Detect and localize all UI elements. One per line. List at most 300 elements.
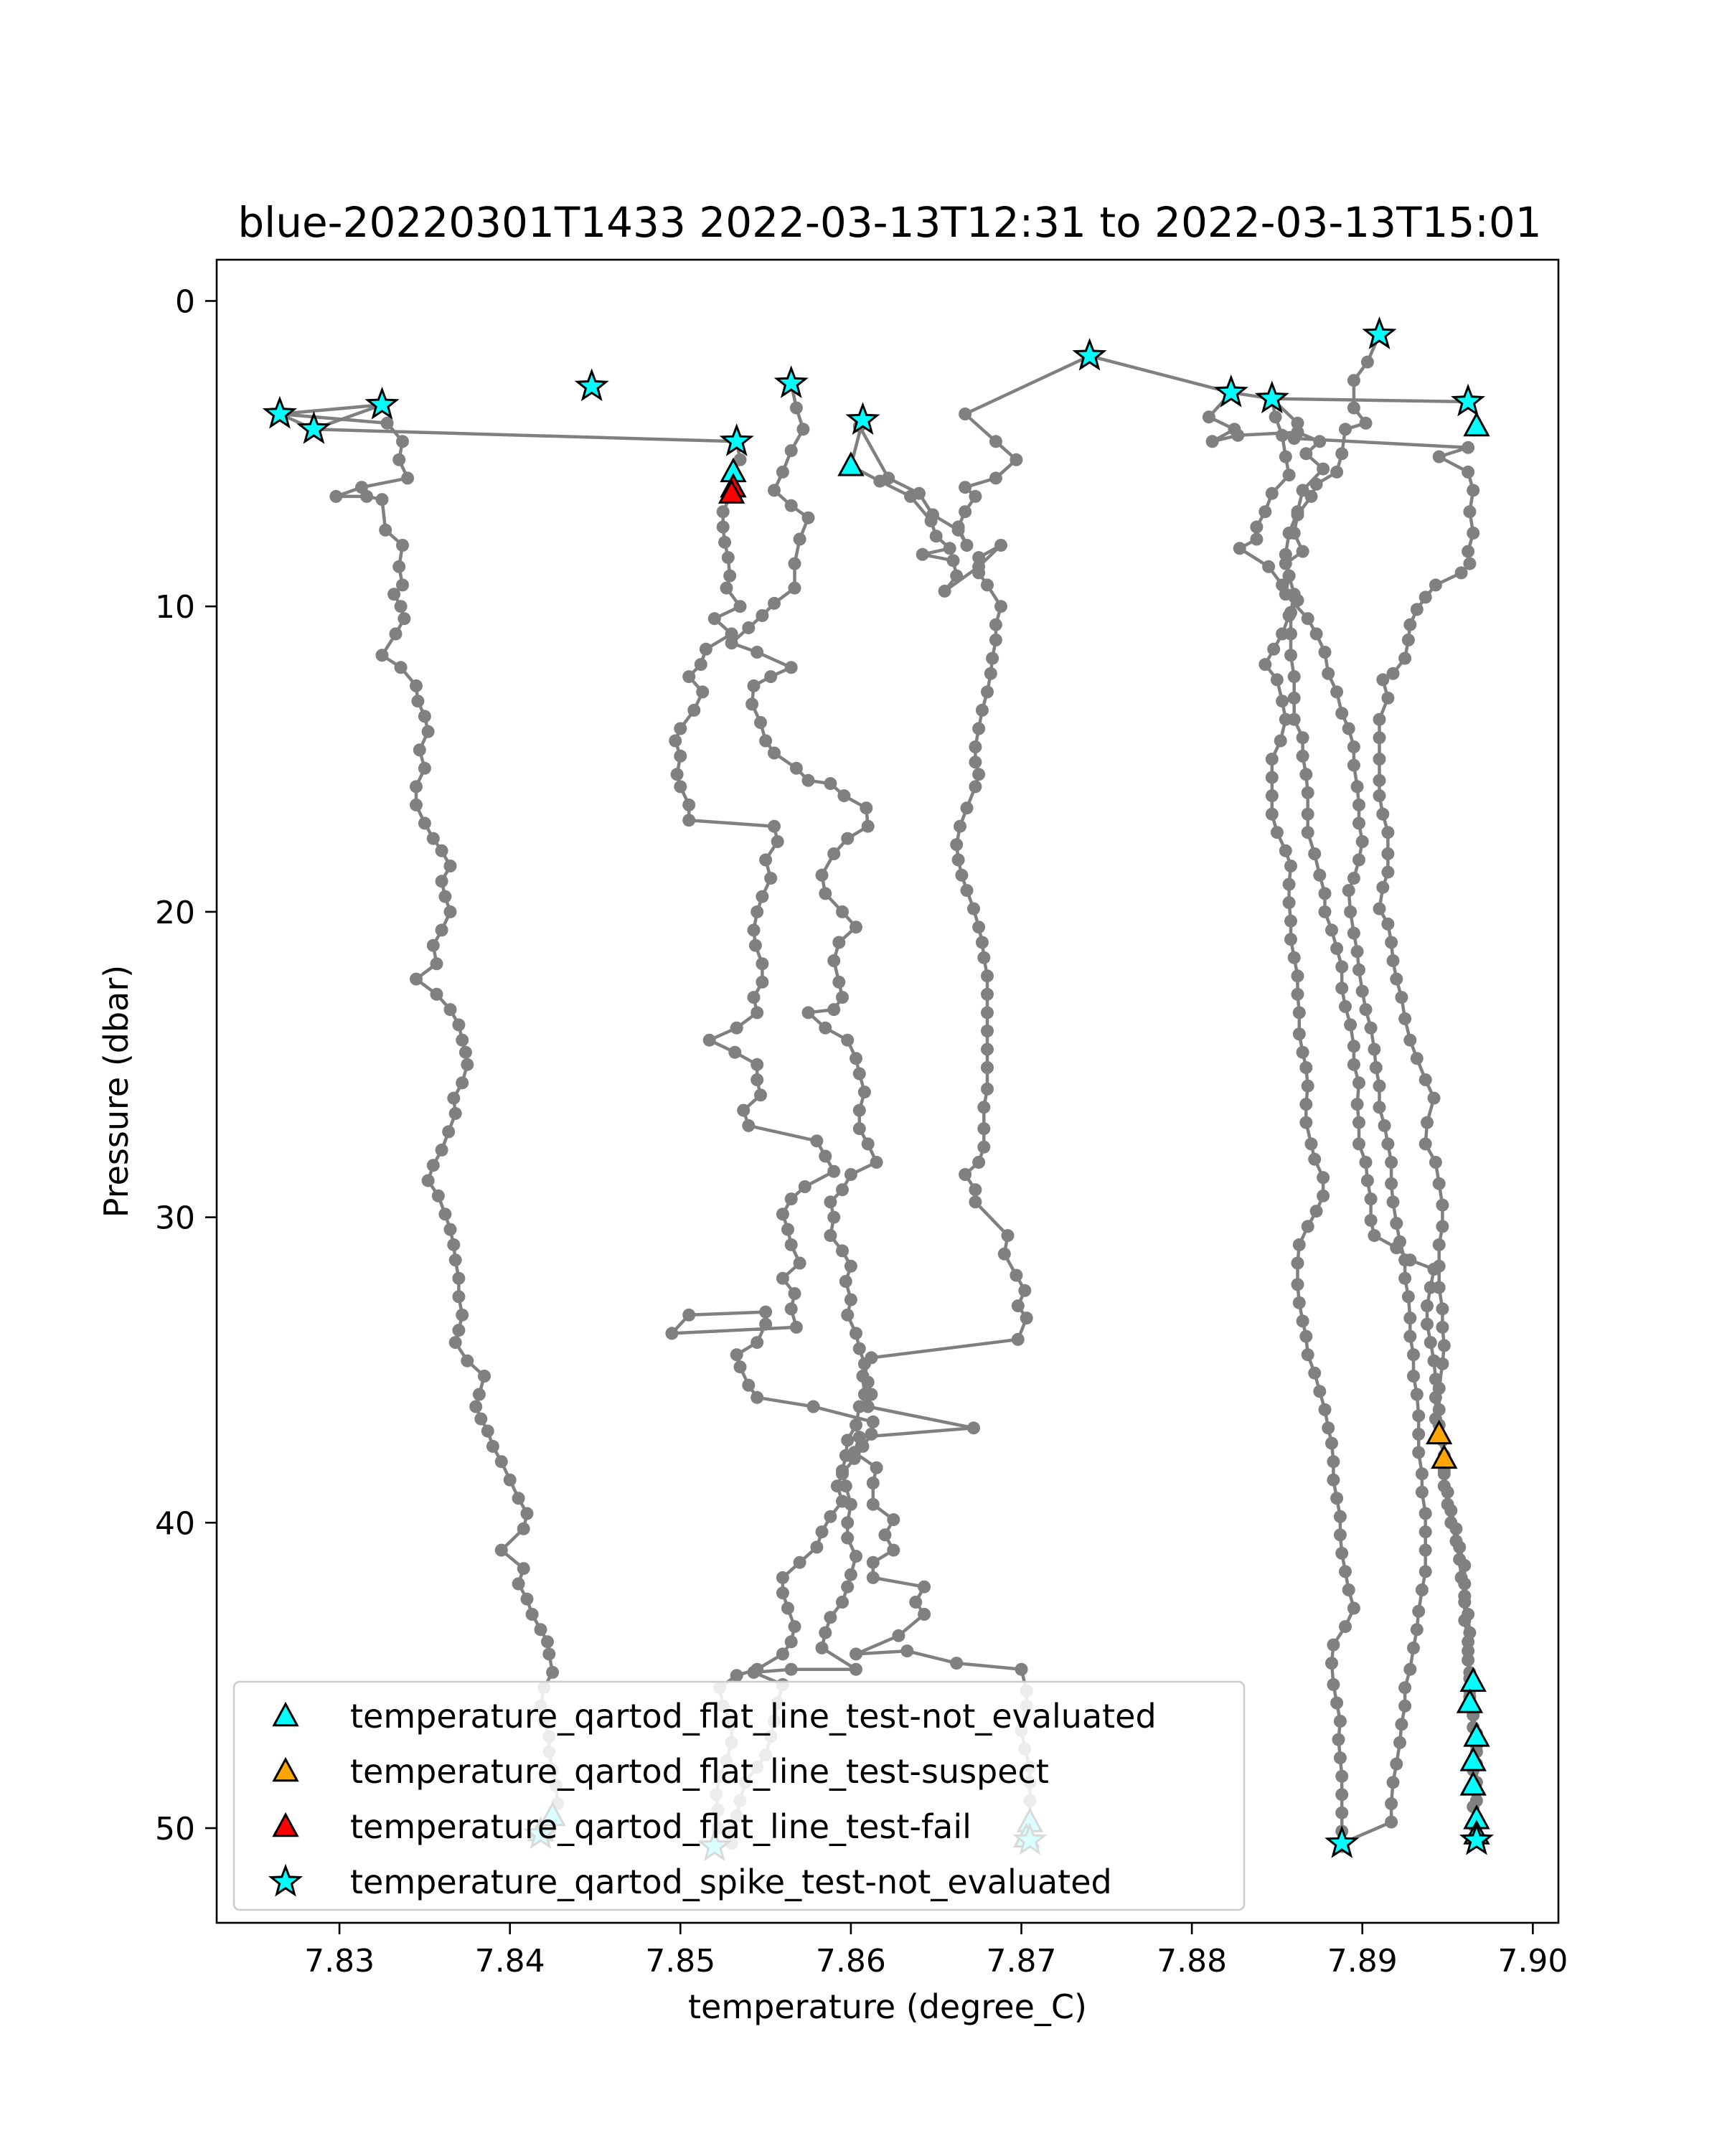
profile-point [430,957,443,970]
profile-point [1012,1299,1025,1312]
profile-point [1433,1177,1446,1190]
profile-point [1365,1214,1378,1227]
chart-title: blue-20220301T1433 2022-03-13T12:31 to 2022-03-13T15:01 [237,198,1542,247]
profile-point [1403,1663,1416,1676]
profile-point [1271,673,1284,686]
profile-point [427,832,440,845]
profile-point [1284,606,1297,619]
profile-point [776,1571,789,1584]
profile-point [844,1168,857,1181]
profile-point [961,539,974,552]
profile-point [1284,860,1297,872]
profile-point [517,1562,530,1575]
y-tick-label: 50 [155,1811,195,1848]
profile-point [862,820,875,833]
profile-point [1297,545,1309,558]
spike-marker [368,390,397,417]
profile-point [449,1336,462,1349]
profile-point [1339,1000,1352,1013]
profile-point [442,1125,455,1138]
profile-point [862,1401,875,1413]
profile-point [1283,878,1296,891]
profile-point [413,743,426,756]
profile-point [756,609,768,622]
profile-point [725,636,738,649]
profile-point [1352,816,1365,829]
profile-point [827,1211,840,1224]
profile-point [1429,1156,1442,1169]
profile-point [1339,423,1352,436]
profile-point [785,1635,798,1648]
profile-point [1407,1642,1420,1654]
profile-point [819,1627,832,1639]
profile-point [737,1104,750,1117]
profile-point [1344,1018,1357,1031]
profile-point [1416,1583,1429,1596]
spike-marker [777,368,806,395]
profile-point [1325,1437,1338,1450]
profile-point [1317,463,1330,476]
profile-point [1317,1190,1330,1202]
profile-point [1360,1003,1373,1016]
profile-point [1365,1192,1378,1205]
profile-point [1302,786,1314,799]
profile-point [456,1076,469,1089]
profile-point [853,1431,866,1444]
profile-point [708,612,721,625]
profile-point [789,557,801,570]
spike-marker [1365,319,1394,347]
y-tick-label: 20 [155,894,195,931]
profile-point [1293,1006,1306,1019]
profile-point [998,1248,1011,1261]
profile-point [882,471,895,484]
profile-point [1319,887,1332,900]
profile-point [1436,1220,1449,1233]
profile-point [1416,1467,1429,1480]
profile-point [401,471,414,484]
profile-point [1438,1339,1451,1352]
profile-point [700,643,712,656]
profile-point [730,1022,743,1035]
profile-point [878,1528,891,1541]
profile-point [816,1525,829,1538]
profile-point [427,939,440,952]
x-tick-label: 7.83 [304,1943,375,1980]
profile-point [436,875,448,888]
profile-point [432,1190,445,1202]
profile-point [824,1611,837,1624]
profile-point [1416,1486,1429,1499]
profile-point [764,670,777,683]
profile-point [824,1195,837,1208]
profile-point [844,1568,857,1581]
profile-point [1299,768,1312,781]
profile-point [1276,429,1289,442]
profile-point [1334,1715,1347,1728]
profile-point [1403,1034,1416,1047]
profile-point [1327,1474,1340,1487]
profile-point [892,1629,905,1642]
profile-point [1012,1333,1025,1346]
flat-line-marker [1465,414,1488,436]
profile-point [841,832,854,845]
profile-point [756,976,768,989]
profile-point [748,679,761,692]
profile-point [751,1073,763,1086]
profile-point [1412,1409,1425,1422]
profile-point [444,1223,457,1236]
profile-point [827,1165,840,1178]
profile-point [950,570,963,583]
spike-marker [578,372,606,399]
profile-point [776,1208,789,1220]
profile-point [954,820,966,833]
profile-point [1299,1330,1312,1343]
profile-point [1453,1553,1466,1566]
profile-point [785,444,798,457]
profile-point [832,976,845,989]
profile-point [745,697,758,710]
profile-point [841,1034,854,1047]
profile-point [1403,618,1416,631]
profile-point [671,768,684,781]
y-axis-ticks [155,283,217,1847]
profile-point [819,1150,832,1163]
profile-point [452,1018,465,1031]
profile-point [1203,410,1215,423]
profile-point [865,1351,878,1364]
profile-point [1010,453,1022,466]
profile-point [844,1294,857,1307]
profile-point [1288,432,1301,445]
profile-point [1269,410,1282,423]
profile-point [1351,1098,1364,1111]
legend-item [274,1697,1157,1736]
profile-point [827,1003,840,1016]
x-tick-label: 7.87 [986,1943,1057,1980]
profile-point [1393,1235,1406,1248]
profile-point [1319,905,1332,918]
profile-point [959,408,971,420]
profile-point [665,1327,678,1340]
profile-point [452,1272,465,1285]
profile-point [742,1119,755,1132]
profile-point [469,1401,482,1413]
profile-point [456,1034,469,1047]
profile-point [1283,896,1296,909]
profile-point [1419,1073,1432,1086]
profile-point [1313,869,1326,882]
profile-point [785,1663,798,1676]
profile-point [526,1608,539,1621]
profile-line [280,414,873,1847]
profile-point [969,1195,982,1208]
profile-point [696,685,709,698]
profile-point [1206,435,1219,448]
profile-point [1347,1602,1360,1615]
profile-point [1373,774,1386,787]
profile-point [1313,1385,1326,1398]
profile-point [1335,707,1348,720]
profile-point [867,1571,880,1584]
profile-point [751,646,763,659]
profile-point [867,1477,880,1489]
profile-point [781,1602,794,1615]
profile-point [728,1046,741,1059]
profile-point [438,890,451,903]
profile-point [981,1006,994,1019]
profile-point [541,1635,554,1648]
profile-point [1361,356,1374,369]
profile-point [844,1498,857,1511]
profile-point [1335,1788,1348,1801]
profile-point [844,1260,857,1273]
profile-point [1370,1061,1383,1074]
profile-point [1419,1544,1432,1557]
profile-point [853,1342,866,1355]
profile-point [977,951,990,964]
profile-point [410,780,423,793]
profile-point [392,560,405,573]
profile-point [1332,1733,1345,1746]
profile-point [819,887,832,900]
profile-point [976,704,989,717]
profile-point [867,1556,880,1569]
profile-point [444,1003,457,1016]
profile-point [1258,505,1271,518]
profile-point [1436,1321,1449,1334]
profile-point [1412,1428,1425,1441]
x-tick-label: 7.84 [474,1943,545,1980]
profile-point [1403,1312,1416,1324]
profile-point [827,847,840,860]
profile-point [1421,1116,1434,1129]
profile-point [972,1156,985,1169]
legend-label: temperature_qartod_flat_line_test-not_evaluated [350,1697,1157,1736]
profile-point [961,884,974,897]
profile-point [682,1309,695,1322]
profile-point [867,1498,880,1511]
profile-point [461,1058,474,1071]
profile-point [976,936,989,949]
profile-point [1376,673,1389,686]
profile-point [989,618,1002,631]
profile-point [1266,789,1279,802]
profile-point [972,722,985,735]
x-tick-label: 7.88 [1157,1943,1228,1980]
profile-point [411,695,424,707]
profile-point [1433,1281,1446,1294]
profile-point [1433,1403,1446,1416]
profile-point [887,1513,900,1526]
profile-point [789,582,801,595]
profile-point [759,735,772,748]
profile-point [776,1647,789,1660]
profile-point [816,1642,829,1654]
profile-point [1327,1678,1340,1691]
profile-point [981,685,994,698]
x-tick-label: 7.86 [815,1943,886,1980]
profile-point [486,1440,499,1453]
profile-point [1266,487,1279,500]
profile-point [1407,1348,1420,1361]
profile-point [1322,667,1335,680]
profile-point [748,923,761,936]
legend [234,1682,1244,1910]
profile-point [1299,1116,1312,1129]
profile-point [1319,1403,1332,1416]
profile-point [776,1586,789,1599]
profile-point [751,1391,763,1404]
profile-point [751,1336,763,1349]
profile-point [1419,1525,1432,1538]
x-tick-label: 7.85 [645,1943,716,1980]
profile-point [1395,991,1408,1004]
profile-point [748,1666,761,1679]
profile-point [397,612,410,625]
profile-point [1297,731,1309,744]
profile-point [860,801,872,814]
profile-point [1342,722,1355,735]
profile-point [521,1593,534,1606]
profile-point [981,1043,994,1056]
profile-point [1279,588,1292,601]
profile-point [512,1578,525,1591]
profile-point [1356,835,1369,848]
profile-point [376,493,389,506]
profile-point [887,1544,900,1557]
x-axis-ticks [304,1923,1568,1980]
profile-point [756,890,768,903]
profile-point [674,722,687,735]
profile-point [1308,1153,1321,1166]
profile-point [913,487,926,500]
profile-point [969,755,982,768]
profile-point [944,542,956,555]
profile-point [517,1522,530,1535]
profile-line [280,405,557,1834]
profile-point [1347,759,1360,772]
profile-point [1365,1022,1378,1035]
profile-point [1335,1770,1348,1783]
profile-point [687,704,700,717]
profile-point [1292,417,1304,430]
profile-point [1352,1116,1365,1129]
profiles-layer [273,328,1483,1853]
profile-point [1352,854,1365,867]
profile-point [723,570,736,583]
profile-point [546,1666,559,1679]
profile-point [1429,578,1442,591]
profile-point [392,453,405,466]
profile-point [959,1168,971,1181]
legend-label: temperature_qartod_flat_line_test-suspect [350,1752,1049,1791]
profile-point [1015,1663,1028,1676]
profile-point [1433,1238,1446,1251]
profile-point [495,1544,508,1557]
profile-point [427,1159,440,1172]
profile-point [1403,1330,1416,1343]
profile-point [751,905,763,918]
profile-point [1018,1284,1031,1297]
y-tick-label: 30 [155,1200,195,1237]
profile-point [1310,1205,1323,1218]
profile-point [1330,1492,1343,1505]
profile-point [504,1474,517,1487]
profile-point [452,1324,465,1337]
profile-point [1299,447,1312,460]
profile-point [1398,652,1411,665]
profile-point [1462,1644,1474,1657]
profile-point [853,1122,866,1135]
profile-point [422,1174,435,1187]
profile-point [1352,1076,1365,1089]
profile-point [776,466,789,479]
profile-point [447,1238,460,1251]
profile-point [1419,1565,1432,1578]
profile-point [473,1388,486,1401]
profile-point [754,1088,767,1101]
x-tick-label: 7.89 [1327,1943,1398,1980]
profile-point [824,777,837,790]
profile-point [1444,1516,1457,1529]
profile-point [674,780,687,793]
profile-line [851,420,1030,1841]
profile-point [1402,634,1415,646]
x-axis-label: temperature (degree_C) [688,1987,1087,2026]
profile-point [395,661,408,674]
profile-point [789,1620,801,1633]
profile-point [1284,915,1297,928]
profile-point [1421,1318,1434,1331]
flat-line-marker [1428,1422,1451,1444]
profile-point [850,1647,862,1660]
profile-point [1339,1565,1352,1578]
profile-point [1319,646,1332,659]
profile-point [839,1479,852,1492]
profile-point [410,799,423,811]
profile-point [836,1596,849,1609]
profile-point [959,505,971,518]
profile-point [850,1418,862,1431]
profile-point [759,1318,772,1331]
profile-point [785,1302,798,1315]
profile-point [1455,566,1468,579]
profile-point [1292,1278,1304,1291]
profile-point [961,801,974,814]
profile-point [1335,1547,1348,1560]
profile-point [1376,808,1389,821]
profile-point [1308,847,1321,860]
profile-point [1284,933,1297,946]
profile-point [410,679,423,692]
profile-point [794,1556,806,1569]
profile-point [720,582,733,595]
profile-point [1441,1498,1454,1511]
profile-point [444,860,457,872]
profile-point [981,1083,994,1096]
profile-point [1274,735,1287,748]
profile-point [742,1379,755,1392]
profile-point [449,1107,462,1120]
profile-point [1344,905,1357,918]
profile-point [1271,826,1284,839]
profile-point [1351,780,1364,793]
profile-point [1462,1608,1474,1621]
profile-point [768,484,781,496]
profile-point [802,774,815,787]
